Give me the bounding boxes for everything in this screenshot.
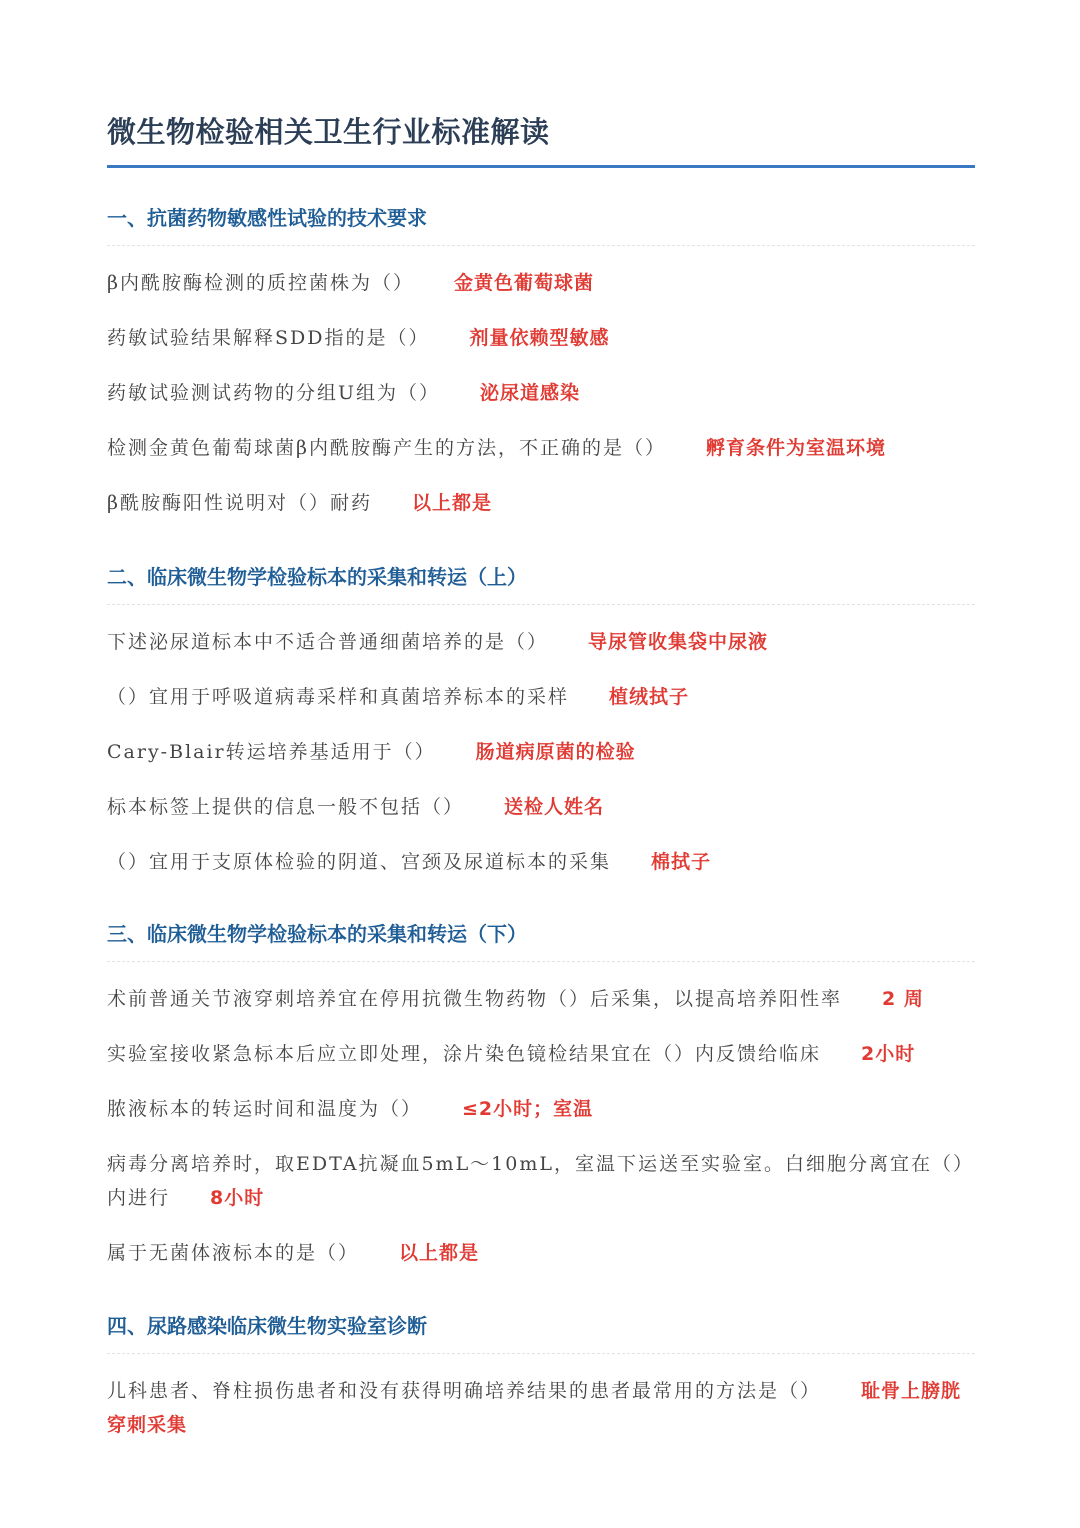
question-text: 标本标签上提供的信息一般不包括（）: [107, 796, 465, 818]
question-text: 药敏试验结果解释SDD指的是（）: [107, 327, 430, 349]
answer-text: 耻骨上膀胱穿刺采集: [107, 1380, 962, 1436]
section-antimicrobial-susceptibility: [107, 203, 975, 541]
qa-list: [107, 625, 975, 879]
qa-item: [107, 266, 975, 300]
question-text: 属于无菌体液标本的是（）: [107, 1242, 360, 1264]
qa-list: [107, 982, 975, 1270]
qa-item: [107, 1037, 975, 1071]
qa-item: [107, 1147, 975, 1215]
answer-text: 孵育条件为室温环境: [706, 437, 887, 459]
answer-text: 剂量依赖型敏感: [469, 327, 610, 349]
question-text: 检测金黄色葡萄球菌β内酰胺酶产生的方法，不正确的是（）: [107, 437, 666, 459]
section-divider: [107, 961, 975, 962]
section-heading: 四、尿路感染临床微生物实验室诊断: [107, 1314, 427, 1338]
section-heading: 二、临床微生物学检验标本的采集和转运（上）: [107, 565, 527, 589]
question-text: 儿科患者、脊柱损伤患者和没有获得明确培养结果的患者最常用的方法是（）: [107, 1380, 822, 1402]
answer-text: 棉拭子: [651, 851, 712, 873]
section-specimen-collection-part1: [107, 562, 975, 900]
section-heading: 三、临床微生物学检验标本的采集和转运（下）: [107, 922, 527, 946]
qa-item: [107, 625, 975, 659]
qa-item: [107, 680, 975, 714]
qa-item: [107, 486, 975, 520]
qa-item: [107, 735, 975, 769]
answer-text: 植绒拭子: [609, 686, 690, 708]
question-text: β酰胺酶阳性说明对（）耐药: [107, 492, 372, 514]
answer-text: 送检人姓名: [504, 796, 605, 818]
answer-text: 肠道病原菌的检验: [475, 741, 636, 763]
qa-item: [107, 790, 975, 824]
answer-text: 2 周: [882, 988, 924, 1010]
answer-text: 泌尿道感染: [480, 382, 581, 404]
qa-item: [107, 376, 975, 410]
question-text: （）宜用于支原体检验的阴道、宫颈及尿道标本的采集: [107, 851, 612, 873]
answer-text: 导尿管收集袋中尿液: [588, 631, 769, 653]
question-text: 术前普通关节液穿刺培养宜在停用抗微生物药物（）后采集，以提高培养阳性率: [107, 988, 843, 1010]
answer-text: 以上都是: [412, 492, 493, 514]
qa-item: [107, 1236, 975, 1270]
section-divider: [107, 604, 975, 605]
question-text: 脓液标本的转运时间和温度为（）: [107, 1098, 423, 1120]
page-title: 微生物检验相关卫生行业标准解读: [107, 115, 550, 149]
title-divider: [107, 165, 975, 168]
question-text: 实验室接收紧急标本后应立即处理，涂片染色镜检结果宜在（）内反馈给临床: [107, 1043, 822, 1065]
qa-item: [107, 321, 975, 355]
question-text: （）宜用于呼吸道病毒采样和真菌培养标本的采样: [107, 686, 570, 708]
section-uti-diagnosis: [107, 1311, 975, 1463]
qa-item: [107, 982, 975, 1016]
qa-item: [107, 1374, 975, 1442]
answer-text: 金黄色葡萄球菌: [454, 272, 595, 294]
qa-item: [107, 431, 975, 465]
question-text: 下述泌尿道标本中不适合普通细菌培养的是（）: [107, 631, 549, 653]
section-divider: [107, 245, 975, 246]
question-text: 药敏试验测试药物的分组U组为（）: [107, 382, 441, 404]
qa-list: [107, 266, 975, 520]
answer-text: 8小时: [210, 1187, 265, 1209]
qa-item: [107, 845, 975, 879]
qa-list: [107, 1374, 975, 1442]
question-text: β内酰胺酶检测的质控菌株为（）: [107, 272, 414, 294]
answer-text: ≤2小时；室温: [462, 1098, 594, 1120]
qa-item: [107, 1092, 975, 1126]
question-text: 病毒分离培养时，取EDTA抗凝血5mL～10mL，室温下运送至实验室。白细胞分离宜在（）内进行: [107, 1153, 974, 1209]
section-specimen-collection-part2: [107, 919, 975, 1291]
question-text: Cary-Blair转运培养基适用于（）: [107, 741, 436, 763]
answer-text: 2小时: [861, 1043, 916, 1065]
section-divider: [107, 1353, 975, 1354]
section-heading: 一、抗菌药物敏感性试验的技术要求: [107, 206, 427, 230]
answer-text: 以上都是: [399, 1242, 480, 1264]
